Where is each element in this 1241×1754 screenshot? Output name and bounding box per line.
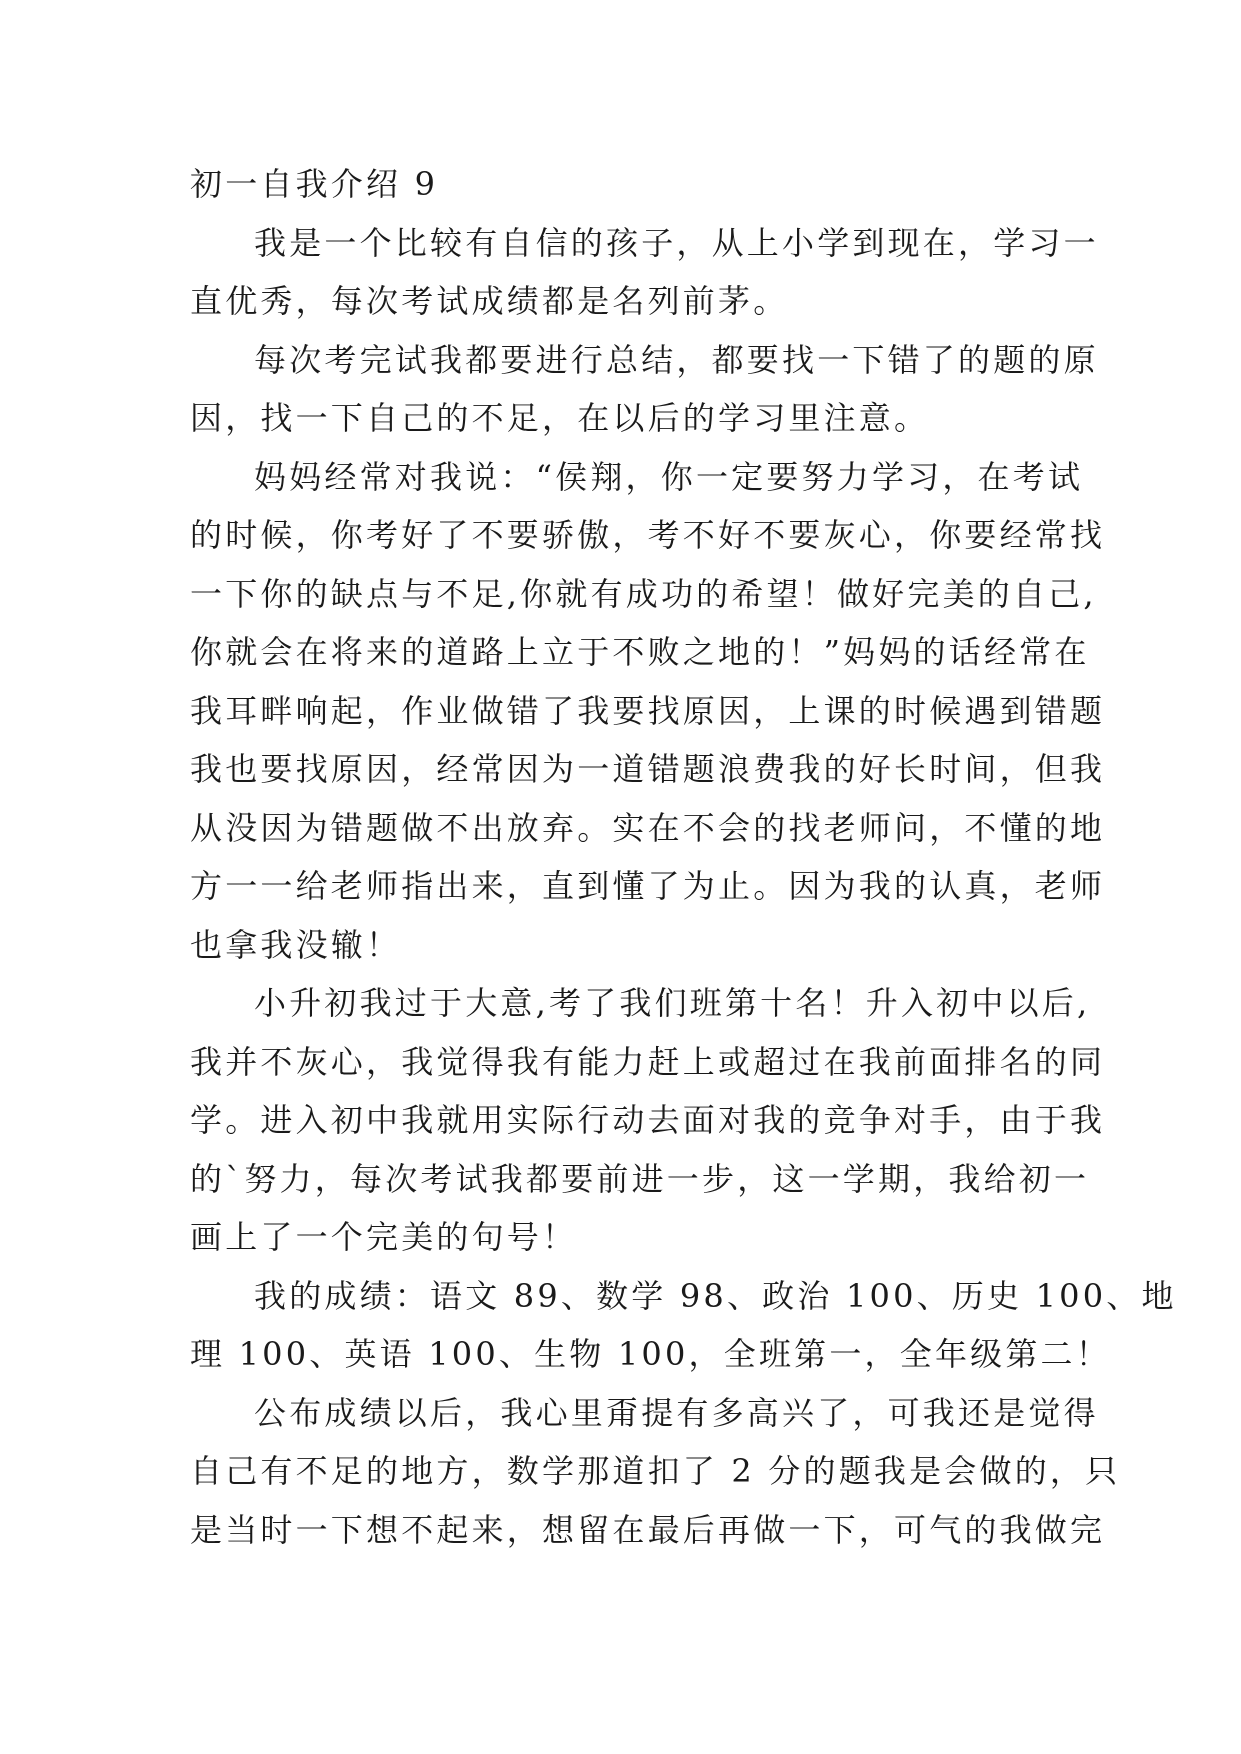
- text-line: 因，找一下自己的不足，在以后的学习里注意。: [190, 399, 930, 437]
- text-line: 我也要找原因，经常因为一道错题浪费我的好长时间，但我: [190, 750, 1106, 788]
- text-line: 的`努力，每次考试我都要前进一步，这一学期，我给初一: [190, 1159, 1090, 1198]
- text-line: 理 100、英语 100、生物 100，全班第一，全年级第二！: [190, 1335, 1111, 1373]
- text-line: 公布成绩以后，我心里甭提有多高兴了，可我还是觉得: [254, 1393, 1099, 1432]
- text-line: 从没因为错题做不出放弃。实在不会的找老师问，不懂的地: [190, 808, 1106, 847]
- text-line: 直优秀，每次考试成绩都是名列前茅。: [190, 282, 789, 320]
- text-line: 我并不灰心，我觉得我有能力赶上或超过在我前面排名的同: [190, 1042, 1106, 1081]
- text-line: 我是一个比较有自信的孩子，从上小学到现在，学习一: [254, 223, 1099, 262]
- text-line: 我耳畔响起，作业做错了我要找原因，上课的时候遇到错题: [190, 691, 1106, 730]
- document-body: [190, 155, 1177, 1559]
- text-line: 你就会在将来的道路上立于不败之地的！”妈妈的话经常在: [190, 633, 1090, 671]
- text-line: 也拿我没辙！: [190, 925, 402, 964]
- paragraph-2: [190, 331, 1099, 448]
- paragraph-4: [190, 974, 1106, 1267]
- text-line: 妈妈经常对我说：“侯翔，你一定要努力学习，在考试: [254, 457, 1084, 496]
- text-line: 自己有不足的地方，数学那道扣了 2 分的题我是会做的，只: [190, 1452, 1121, 1490]
- paragraph-5: [190, 1267, 1177, 1384]
- paragraph-6: [190, 1384, 1121, 1560]
- paragraph-3: [190, 448, 1106, 975]
- text-line: 学。进入初中我就用实际行动去面对我的竞争对手，由于我: [190, 1101, 1106, 1139]
- text-line: 每次考完试我都要进行总结，都要找一下错了的题的原: [254, 340, 1099, 379]
- text-line: 的时候，你考好了不要骄傲，考不好不要灰心，你要经常找: [190, 516, 1106, 554]
- text-line: 一下你的缺点与不足,你就有成功的希望！做好完美的自己,: [190, 574, 1097, 613]
- text-line: 是当时一下想不起来，想留在最后再做一下，可气的我做完: [190, 1510, 1106, 1549]
- text-line: 我的成绩：语文 89、数学 98、政治 100、历史 100、地: [254, 1276, 1177, 1315]
- document-title: 初一自我介绍 9: [190, 165, 439, 203]
- text-line: 画上了一个完美的句号！: [190, 1218, 578, 1256]
- text-line: 小升初我过于大意,考了我们班第十名！升入初中以后,: [254, 984, 1091, 1022]
- paragraph-1: [190, 214, 1099, 331]
- text-line: 方一一给老师指出来，直到懂了为止。因为我的认真，老师: [190, 867, 1106, 905]
